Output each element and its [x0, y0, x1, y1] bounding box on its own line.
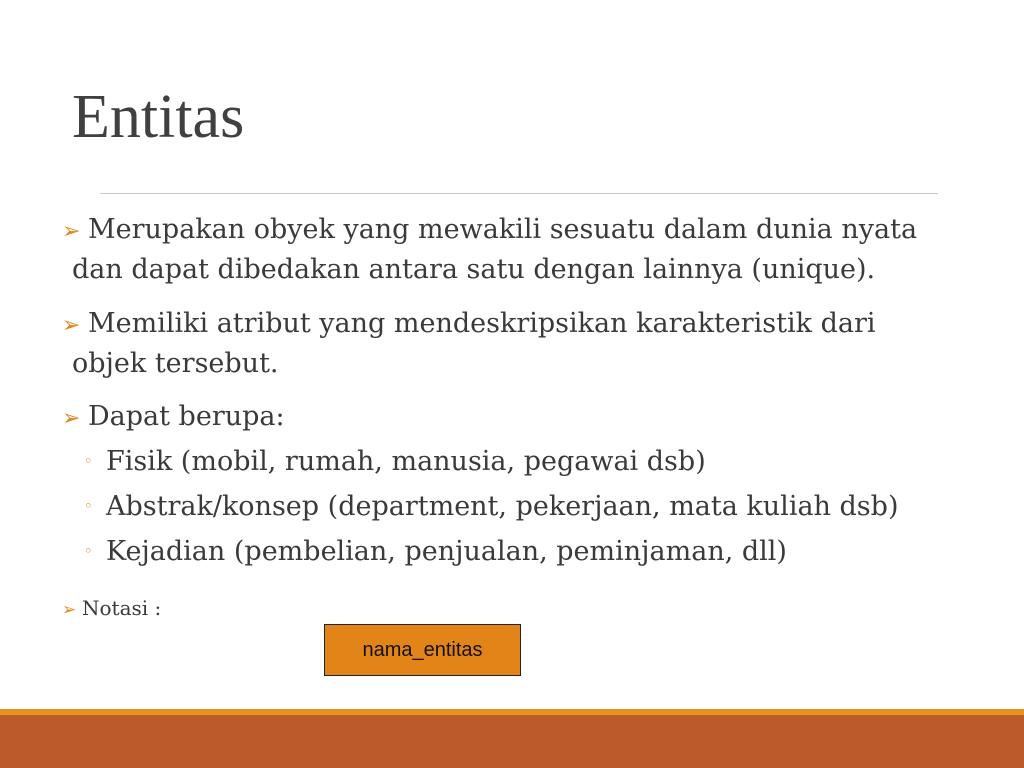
sub-bullet-2-text: Abstrak/konsep (department, pekerjaan, mata kuliah dsb) [106, 491, 899, 522]
ring-bullet-icon: ◦ [84, 542, 93, 560]
bullet-1-line2: dan dapat dibedakan antara satu dengan lainnya (unique). [72, 254, 876, 285]
arrow-bullet-icon: ➢ [62, 219, 81, 244]
bullet-2-line1: Memiliki atribut yang mendeskripsikan karakteristik dari [88, 308, 876, 339]
sub-bullet-1-text: Fisik (mobil, rumah, manusia, pegawai dsb) [106, 446, 706, 477]
ring-bullet-icon: ◦ [84, 497, 93, 515]
slide-title: Entitas [72, 83, 245, 151]
arrow-bullet-icon: ➢ [62, 600, 77, 620]
footer-band [0, 715, 1024, 768]
bullet-2 [62, 305, 982, 383]
sub-bullet-3-text: Kejadian (pembelian, penjualan, peminjaman, dll) [106, 536, 787, 567]
bullet-1 [62, 211, 982, 289]
sub-bullet-3 [84, 532, 787, 571]
notasi-label: Notasi : [82, 596, 162, 620]
bullet-2-line2: objek tersebut. [72, 348, 279, 379]
title-divider [100, 193, 938, 194]
arrow-bullet-icon: ➢ [62, 406, 81, 431]
arrow-bullet-icon: ➢ [62, 313, 81, 338]
notasi-bullet [62, 594, 161, 624]
bullet-1-line1: Merupakan obyek yang mewakili sesuatu dalam dunia nyata [88, 214, 918, 245]
bullet-3 [62, 398, 982, 438]
entity-box-label: nama_entitas [362, 638, 483, 661]
sub-bullet-1 [84, 442, 706, 481]
bullet-3-line1: Dapat berupa: [88, 401, 285, 432]
ring-bullet-icon: ◦ [84, 452, 93, 470]
sub-bullet-2 [84, 487, 898, 526]
entity-notation-box [324, 624, 521, 676]
